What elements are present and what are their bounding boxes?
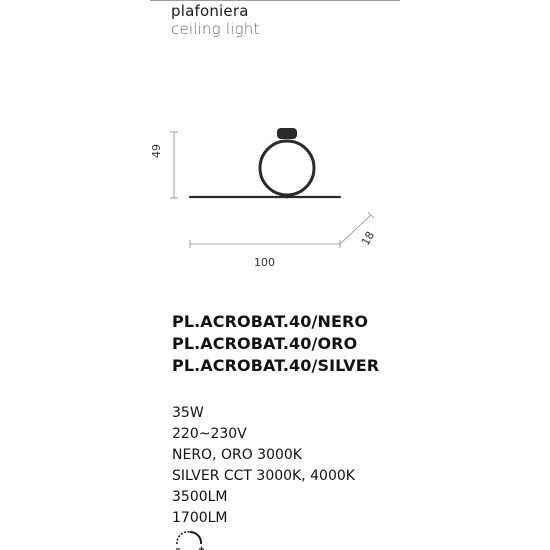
dimmer-icon	[172, 528, 208, 550]
ceiling-canopy	[277, 128, 297, 139]
spec-color-temp-nero-oro: NERO, ORO 3000K	[172, 447, 302, 463]
spec-power: 35W	[172, 405, 204, 421]
product-code-nero: PL.ACROBAT.40/NERO	[172, 312, 369, 331]
product-code-silver: PL.ACROBAT.40/SILVER	[172, 356, 380, 375]
width-dimension-label: 100	[254, 256, 275, 269]
spec-voltage: 220~230V	[172, 426, 247, 442]
category-title: plafoniera	[171, 2, 249, 20]
product-code-oro: PL.ACROBAT.40/ORO	[172, 334, 358, 353]
specifications	[172, 403, 355, 529]
category-subtitle: ceiling light	[171, 20, 260, 38]
spec-lumen-1: 3500LM	[172, 489, 228, 505]
light-ring	[260, 141, 314, 195]
spec-lumen-2: 1700LM	[172, 510, 228, 526]
height-dimension-label: 49	[150, 144, 163, 158]
spec-color-temp-silver: SILVER CCT 3000K, 4000K	[172, 468, 355, 484]
technical-drawing	[150, 120, 380, 275]
depth-dimension-label: 18	[358, 229, 378, 248]
top-divider	[150, 0, 400, 1]
bar-joint	[285, 194, 290, 199]
product-codes	[172, 311, 379, 377]
